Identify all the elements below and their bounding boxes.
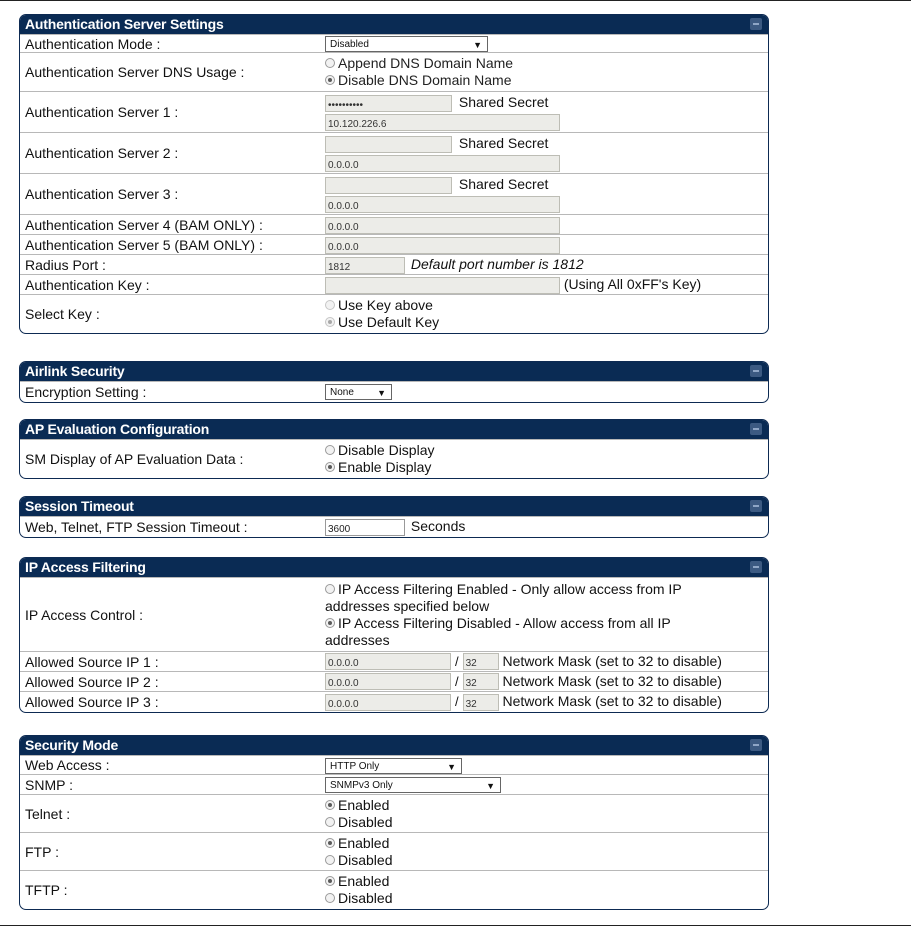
ip-access-panel [19, 557, 769, 713]
panel-header [20, 15, 768, 34]
session-timeout-panel [19, 496, 769, 538]
mask2-field[interactable]: 32 [463, 673, 499, 690]
ip-filter-enabled-option[interactable]: IP Access Filtering Enabled - Only allow access from IP [325, 581, 768, 598]
radio-icon[interactable] [325, 75, 335, 85]
airlink-panel [19, 361, 769, 403]
tftp-label: TFTP : [20, 871, 321, 909]
radio-icon[interactable] [325, 618, 335, 628]
session-timeout-label: Web, Telnet, FTP Session Timeout : [20, 517, 321, 537]
source-ip1-field[interactable]: 0.0.0.0 [325, 653, 451, 670]
panel-header [20, 736, 768, 755]
radio-icon[interactable] [325, 317, 335, 327]
server5-label: Authentication Server 5 (BAM ONLY) : [20, 235, 321, 255]
slash-separator: / [455, 673, 459, 689]
server3-secret-field[interactable] [325, 177, 452, 194]
source-ip1-label: Allowed Source IP 1 : [20, 652, 321, 672]
server2-secret-field[interactable] [325, 136, 452, 153]
default-key-option[interactable]: Use Default Key [325, 314, 768, 331]
radio-icon[interactable] [325, 462, 335, 472]
ip-filter-disabled-text: addresses [325, 631, 390, 648]
top-rule [0, 0, 911, 1]
server4-label: Authentication Server 4 (BAM ONLY) : [20, 215, 321, 235]
ip-filter-disabled-option[interactable]: IP Access Filtering Disabled - Allow access from all IP [325, 615, 768, 632]
server2-label: Authentication Server 2 : [20, 133, 321, 174]
dropdown-arrow-icon: ▼ [377, 388, 386, 399]
radio-icon[interactable] [325, 800, 335, 810]
panel-header [20, 420, 768, 439]
radio-icon[interactable] [325, 855, 335, 865]
radius-port-note: Default port number is 1812 [410, 255, 584, 272]
server4-ip-field[interactable]: 0.0.0.0 [325, 217, 560, 234]
server1-ip-field[interactable]: 10.120.226.6 [325, 114, 560, 131]
dropdown-arrow-icon: ▼ [447, 761, 456, 772]
select-key-label: Select Key : [20, 295, 321, 333]
collapse-icon[interactable] [750, 561, 762, 573]
bottom-rule [0, 925, 911, 926]
source-ip3-field[interactable]: 0.0.0.0 [325, 694, 451, 711]
slash-separator: / [455, 653, 459, 669]
source-ip2-field[interactable]: 0.0.0.0 [325, 673, 451, 690]
ftp-enabled-option[interactable]: Enabled [325, 835, 768, 852]
radius-port-field[interactable]: 1812 [325, 257, 405, 274]
collapse-icon[interactable] [750, 18, 762, 30]
slash-separator: / [455, 693, 459, 709]
radio-icon[interactable] [325, 893, 335, 903]
radio-icon[interactable] [325, 58, 335, 68]
key-above-option[interactable]: Use Key above [325, 297, 768, 314]
auth-mode-select[interactable]: Disabled ▼ [325, 36, 488, 52]
telnet-label: Telnet : [20, 795, 321, 833]
server5-ip-field[interactable]: 0.0.0.0 [325, 237, 560, 254]
dns-disable-option[interactable]: Disable DNS Domain Name [325, 72, 768, 89]
panel-title: Session Timeout [25, 498, 134, 514]
tftp-enabled-option[interactable]: Enabled [325, 873, 768, 890]
encryption-select[interactable]: None ▼ [325, 384, 392, 400]
telnet-enabled-option[interactable]: Enabled [325, 797, 768, 814]
collapse-icon[interactable] [750, 423, 762, 435]
web-access-label: Web Access : [20, 756, 321, 775]
panel-header [20, 497, 768, 516]
panel-header [20, 362, 768, 381]
web-access-select[interactable]: HTTP Only ▼ [325, 758, 462, 774]
radio-icon[interactable] [325, 817, 335, 827]
panel-title: Airlink Security [25, 363, 125, 379]
radius-port-label: Radius Port : [20, 255, 321, 275]
dropdown-arrow-icon: ▼ [486, 781, 495, 792]
collapse-icon[interactable] [750, 500, 762, 512]
snmp-select[interactable]: SNMPv3 Only ▼ [325, 777, 501, 793]
telnet-disabled-option[interactable]: Disabled [325, 814, 768, 831]
seconds-label: Seconds [410, 517, 466, 534]
shared-secret-label: Shared Secret [458, 175, 549, 192]
radio-icon[interactable] [325, 300, 335, 310]
collapse-icon[interactable] [750, 739, 762, 751]
radio-icon[interactable] [325, 584, 335, 594]
mask-note: Network Mask (set to 32 to disable) [502, 652, 722, 669]
dropdown-arrow-icon: ▼ [473, 40, 482, 51]
mask-note: Network Mask (set to 32 to disable) [502, 672, 722, 689]
panel-title: Authentication Server Settings [25, 16, 224, 32]
server3-ip-field[interactable]: 0.0.0.0 [325, 196, 560, 213]
mask1-field[interactable]: 32 [463, 653, 499, 670]
ftp-label: FTP : [20, 833, 321, 871]
ip-filter-enabled-text: addresses specified below [325, 597, 490, 614]
disable-display-option[interactable]: Disable Display [325, 442, 768, 459]
server3-label: Authentication Server 3 : [20, 174, 321, 215]
snmp-label: SNMP : [20, 775, 321, 795]
session-timeout-field[interactable]: 3600 [325, 519, 405, 536]
enable-display-option[interactable]: Enable Display [325, 459, 768, 476]
tftp-disabled-option[interactable]: Disabled [325, 890, 768, 907]
shared-secret-label: Shared Secret [458, 93, 549, 110]
mask-note: Network Mask (set to 32 to disable) [502, 692, 722, 709]
ip-access-control-label: IP Access Control : [20, 578, 321, 652]
server2-ip-field[interactable]: 0.0.0.0 [325, 155, 560, 172]
dns-usage-label: Authentication Server DNS Usage : [20, 53, 321, 92]
auth-server-panel [19, 14, 769, 334]
encryption-label: Encryption Setting : [20, 382, 321, 402]
radio-icon[interactable] [325, 876, 335, 886]
auth-key-label: Authentication Key : [20, 275, 321, 295]
server1-label: Authentication Server 1 : [20, 92, 321, 133]
source-ip2-label: Allowed Source IP 2 : [20, 672, 321, 692]
auth-mode-label: Authentication Mode : [20, 35, 321, 53]
collapse-icon[interactable] [750, 365, 762, 377]
server1-secret-field[interactable]: •••••••••• [325, 95, 452, 112]
auth-key-note: (Using All 0xFF's Key) [563, 275, 702, 292]
panel-title: AP Evaluation Configuration [25, 421, 210, 437]
ap-eval-panel [19, 419, 769, 479]
radio-icon[interactable] [325, 838, 335, 848]
source-ip3-label: Allowed Source IP 3 : [20, 692, 321, 712]
ftp-disabled-option[interactable]: Disabled [325, 852, 768, 869]
radio-icon[interactable] [325, 445, 335, 455]
auth-key-field[interactable] [325, 277, 560, 294]
panel-header [20, 558, 768, 577]
security-mode-panel [19, 735, 769, 910]
panel-title: Security Mode [25, 737, 119, 753]
dns-append-option[interactable]: Append DNS Domain Name [325, 55, 768, 72]
ap-eval-label: SM Display of AP Evaluation Data : [20, 440, 321, 478]
mask3-field[interactable]: 32 [463, 694, 499, 711]
panel-title: IP Access Filtering [25, 559, 146, 575]
shared-secret-label: Shared Secret [458, 134, 549, 151]
